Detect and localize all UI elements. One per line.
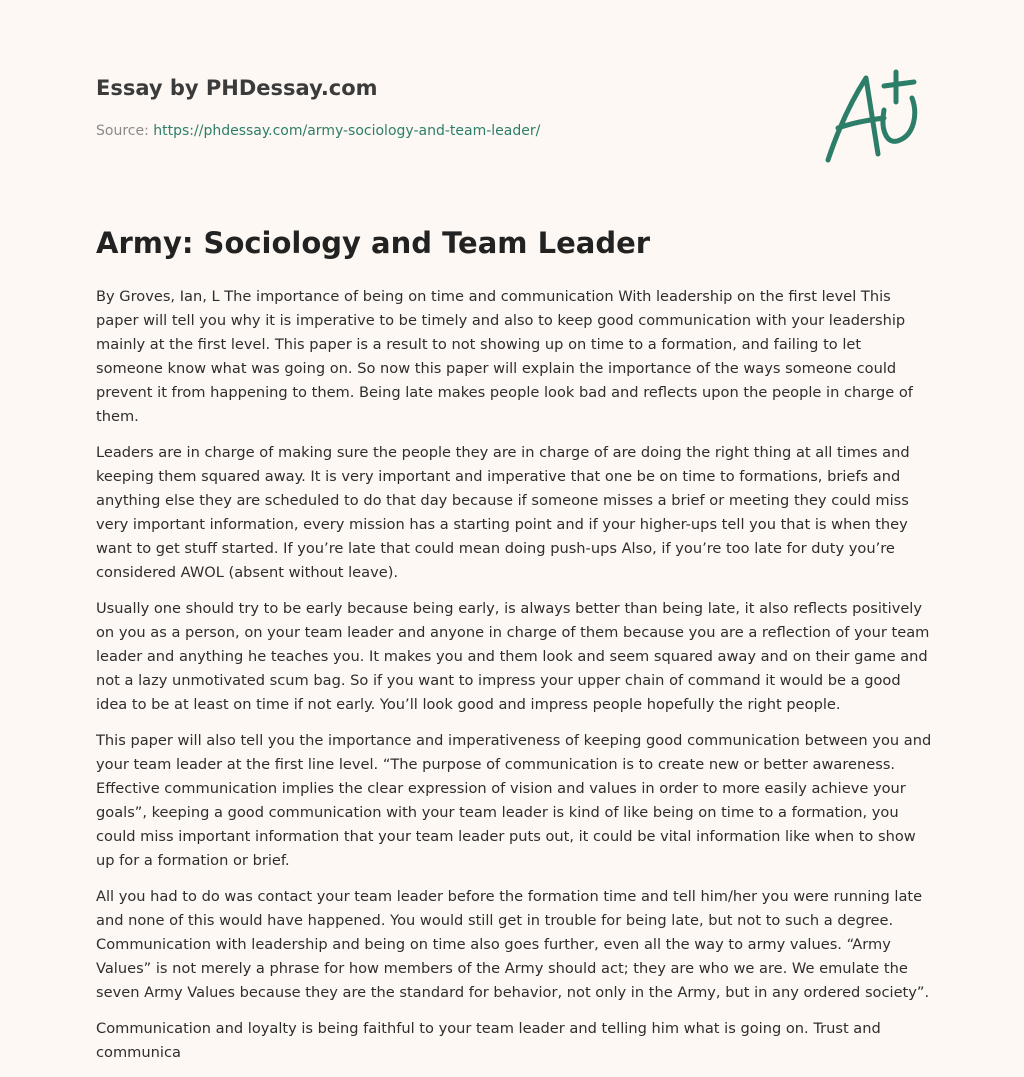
paragraph: Leaders are in charge of making sure the people they are in charge of are doing the right thing at all times and keeping them squared away. It is very important and imperative that one be on time to formations, briefs and anything else they are scheduled to do that day because if someone misses a brief or meeting they could miss very important information, every mission has a starting point and if your higher-ups tell you that is when they want to get stuff started. If you’re late that could mean doing push-ups Also, if you’re too late for duty you’re considered AWOL (absent without leave). — [96, 444, 910, 581]
page-header — [96, 0, 936, 200]
article-body — [96, 285, 932, 1077]
paragraph: Usually one should try to be early because being early, is always better than being late, it also reflects positively on you as a person, on your team leader and anyone in charge of them because you are a reflection of your team leader and anything he teaches you. It makes you and them look and seem squared away and on their game and not a lazy unmotivated scum bag. So if you want to impress your upper chain of command it would be a good idea to be at least on time if not early. You’ll look good and impress people hopefully the right people. — [96, 600, 930, 713]
source-link[interactable]: https://phdessay.com/army-sociology-and-team-leader/ — [153, 123, 541, 139]
paragraph: Communication and loyalty is being faithful to your team leader and telling him what is going on. Trust and communica — [96, 1020, 881, 1061]
paragraph: All you had to do was contact your team leader before the formation time and tell him/her you were running late and none of this would have happened. You would still get in trouble for being late, but not to such a degree. Communication with leadership and being on time also goes further, even all the way to army values. “Army Values” is not merely a phrase for how members of the Army should act; they are who we are. We emulate the seven Army Values because they are the standard for behavior, not only in the Army, but in any ordered society”. — [96, 888, 930, 1001]
essay-page — [96, 0, 936, 1061]
a-plus-logo-icon — [822, 68, 926, 168]
source-label: Source: — [96, 123, 149, 139]
paragraph: By Groves, Ian, L The importance of being on time and communication With leadership on the first level This paper will tell you why it is imperative to be timely and also to keep good communication with your leadership mainly at the first level. This paper is a result to not showing up on time to a formation, and failing to let someone know what was going on. So now this paper will explain the importance of the ways someone could prevent it from happening to them. Being late makes people look bad and reflects upon the people in charge of them. — [96, 288, 913, 425]
source-line — [96, 123, 540, 139]
paragraph: This paper will also tell you the importance and imperativeness of keeping good communication between you and your team leader at the first line level. “The purpose of communication is to create new or better awareness. Effective communication implies the clear expression of vision and values in order to more easily achieve your goals”, keeping a good communication with your team leader is kind of like being on time to a formation, you could miss important information that your team leader puts out, it could be vital information like when to show up for a formation or brief. — [96, 732, 932, 869]
article-title: Army: Sociology and Team Leader — [96, 226, 651, 260]
site-name: Essay by PHDessay.com — [96, 76, 378, 100]
